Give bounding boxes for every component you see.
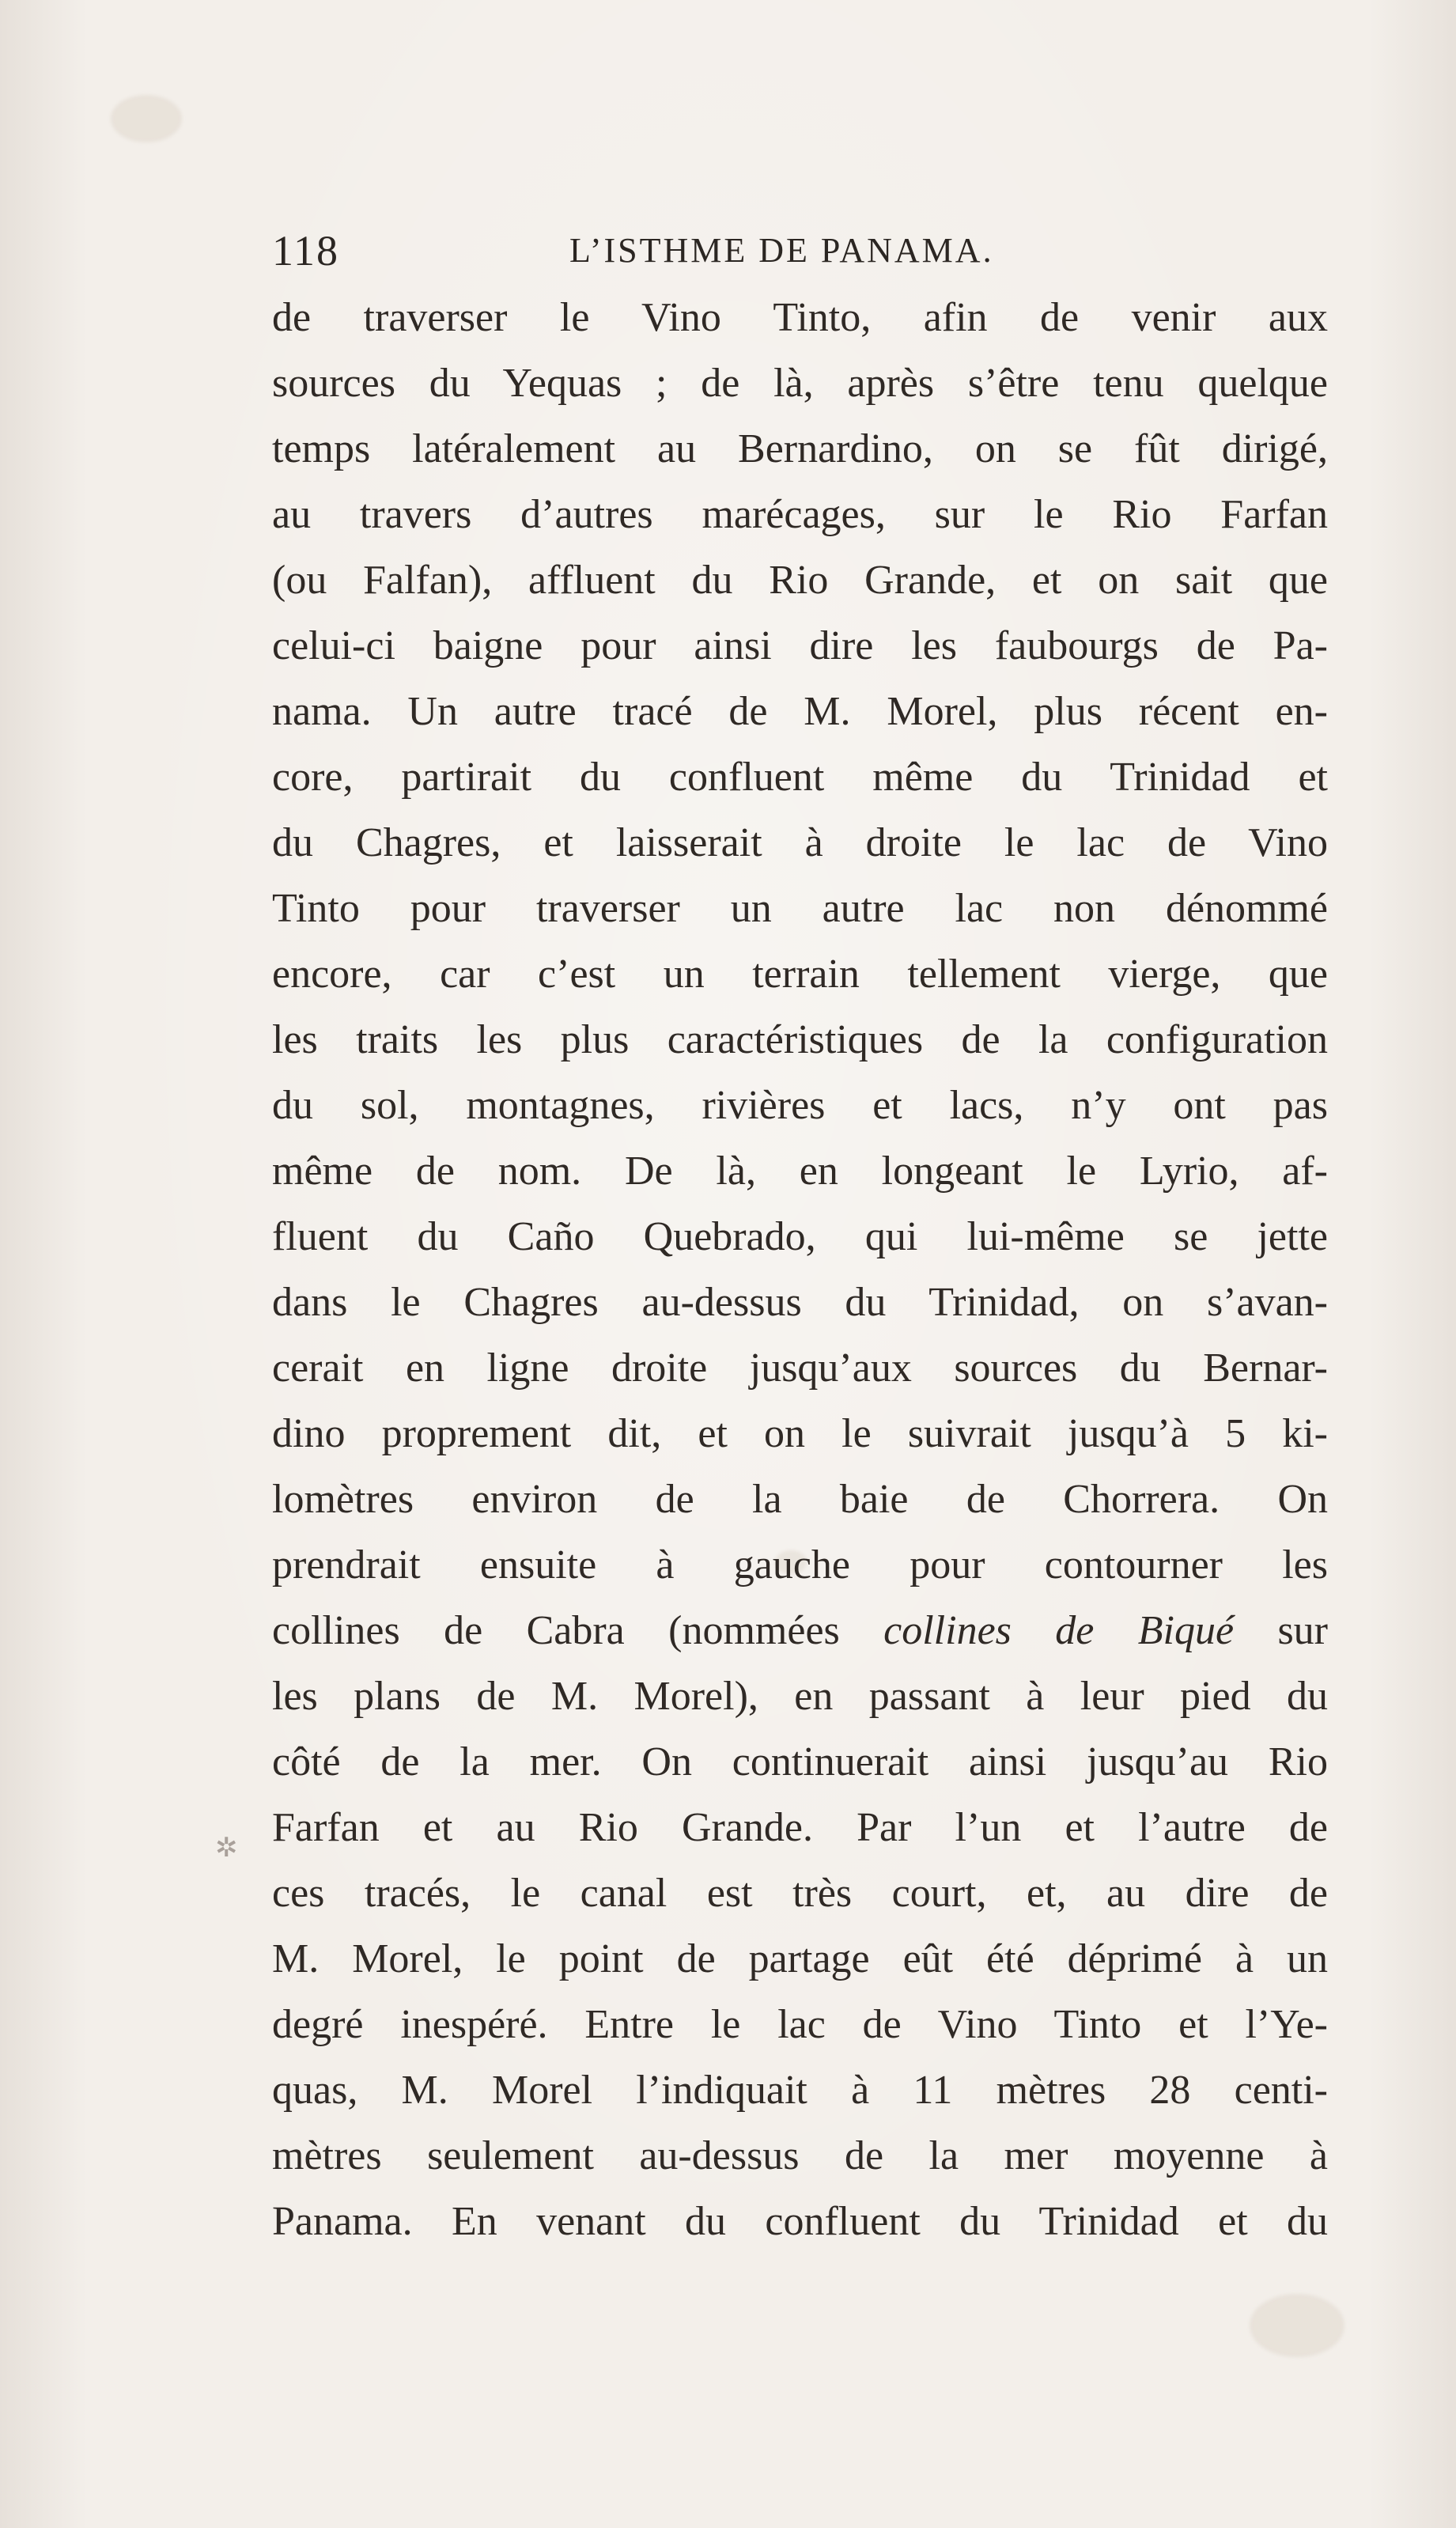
text-segment: collines de Cabra (nommées bbox=[272, 1608, 840, 1653]
page-header bbox=[272, 223, 1328, 278]
text-line: temps latéralement au Bernardino, on se fût dirigé, bbox=[272, 426, 1328, 471]
text-line: prendrait ensuite à gauche pour contourner les bbox=[272, 1542, 1328, 1588]
text-segment: sur bbox=[1277, 1608, 1328, 1653]
text-line: cerait en ligne droite jusqu’aux sources du Bernar- bbox=[272, 1345, 1328, 1391]
text-line: Tinto pour traverser un autre lac non dénommé bbox=[272, 886, 1328, 931]
text-line: côté de la mer. On continuerait ainsi jusqu’au Rio bbox=[272, 1739, 1328, 1784]
text-line: quas, M. Morel l’indiquait à 11 mètres 28 centi- bbox=[272, 2068, 1328, 2113]
text-line: dino proprement dit, et on le suivrait jusqu’à 5 ki- bbox=[272, 1411, 1328, 1456]
text-line: celui-ci baigne pour ainsi dire les faubourgs de Pa- bbox=[272, 623, 1328, 668]
text-line: sources du Yequas ; de là, après s’être tenu quelque bbox=[272, 361, 1328, 406]
text-line: les plans de M. Morel), en passant à leur pied du bbox=[272, 1674, 1328, 1719]
text-line-with-italic bbox=[272, 1598, 1328, 1663]
text-line: Panama. En venant du confluent du Trinidad et du bbox=[272, 2199, 1328, 2244]
text-line: M. Morel, le point de partage eût été déprimé à un bbox=[272, 1936, 1328, 1981]
body-text bbox=[272, 285, 1328, 2254]
margin-mark: ✲ bbox=[215, 1834, 238, 1863]
text-line: nama. Un autre tracé de M. Morel, plus récent en- bbox=[272, 689, 1328, 734]
paper-stain bbox=[1250, 2294, 1344, 2357]
text-line: les traits les plus caractéristiques de la configuration bbox=[272, 1017, 1328, 1062]
text-line: mètres seulement au-dessus de la mer moyenne à bbox=[272, 2133, 1328, 2178]
running-head: L’ISTHME DE PANAMA. bbox=[569, 231, 994, 270]
text-line: au travers d’autres marécages, sur le Rio Farfan bbox=[272, 492, 1328, 537]
text-line: dans le Chagres au-dessus du Trinidad, on s’avan- bbox=[272, 1280, 1328, 1325]
text-line: ces tracés, le canal est très court, et, au dire de bbox=[272, 1871, 1328, 1916]
page-number: 118 bbox=[272, 227, 339, 274]
text-line: degré inespéré. Entre le lac de Vino Tinto et l’Ye- bbox=[272, 2002, 1328, 2047]
text-line: même de nom. De là, en longeant le Lyrio, af- bbox=[272, 1149, 1328, 1194]
text-line: encore, car c’est un terrain tellement vierge, que bbox=[272, 952, 1328, 997]
text-line: core, partirait du confluent même du Trinidad et bbox=[272, 755, 1328, 800]
italic-phrase: collines de Biqué bbox=[883, 1608, 1235, 1653]
text-line: de traverser le Vino Tinto, afin de venir aux bbox=[272, 295, 1328, 340]
text-line: fluent du Caño Quebrado, qui lui-même se jette bbox=[272, 1214, 1328, 1259]
text-line: Farfan et au Rio Grande. Par l’un et l’autre de bbox=[272, 1805, 1328, 1850]
text-line: du sol, montagnes, rivières et lacs, n’y ont pas bbox=[272, 1083, 1328, 1128]
text-line: (ou Falfan), affluent du Rio Grande, et on sait que bbox=[272, 558, 1328, 603]
text-line: lomètres environ de la baie de Chorrera. On bbox=[272, 1477, 1328, 1522]
paper-stain bbox=[111, 95, 182, 142]
text-line: du Chagres, et laisserait à droite le lac de Vino bbox=[272, 820, 1328, 865]
